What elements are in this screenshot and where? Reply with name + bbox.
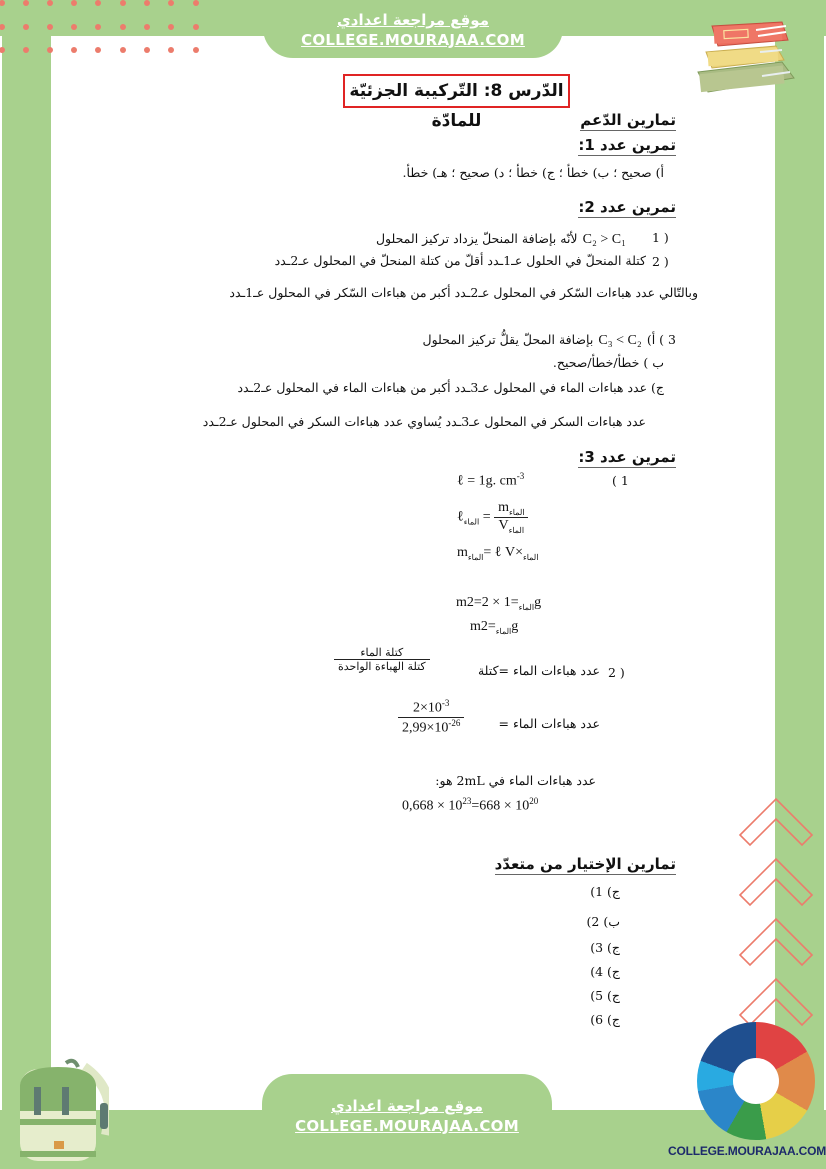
footer-site-name[interactable]: موقع مراجعة اعدادي (331, 1097, 483, 1115)
ex2-item1-number: 1 ) (652, 230, 669, 245)
mcq-heading: تمارين الإختيار من متعدّد (494, 855, 676, 873)
footer-banner (262, 1074, 552, 1169)
section-support-heading: تمارين الدّعم (580, 111, 676, 129)
logo-center (733, 1058, 779, 1104)
header-site-url[interactable]: COLLEGE.MOURAJAA.COM (301, 31, 525, 49)
mcq-answer: ب) 2) (586, 914, 620, 929)
ex2-item2-continuation: وبالتّالي عدد هباءات السّكر في المحلول عـ2ـدد أكبر من هباءات السّكر في المحلول عـ1ـدد (229, 285, 698, 300)
mcq-answer: ج) 1) (590, 884, 620, 899)
header-site-name[interactable]: موقع مراجعة اعدادي (337, 11, 489, 29)
logo-text[interactable]: COLLEGE.MOURAJAA.COM (668, 1144, 826, 1158)
mcq-answer: ج) 5) (590, 988, 620, 1003)
left-green-strip (2, 0, 51, 1169)
exercise2-heading: تمرين عدد 2: (578, 198, 676, 216)
header-banner (263, 0, 563, 58)
ex3-calc-fraction: $\frac{2\times 10^{-3}}{2,99\times 10^{-26}}$ (398, 698, 464, 736)
ex3-part2-number: 2 ) (608, 665, 625, 680)
ex3-density: ℓ = 1g. $cm^{-3}$ (457, 471, 525, 489)
ex2-item3c: ج) عدد هباءات الماء في المحلول عـ3ـدد أكبر من هباءات الماء في المحلول عـ2ـدد (237, 380, 664, 395)
ex3-mass-result: m $_{الماء}$=2g (470, 619, 519, 636)
ex3-result-value: $0,668 \times 10^{23}=668 \times 10^{20}$ (402, 796, 539, 814)
exercise1-answer: أ) صحيح ؛ ب) خطأ ؛ ج) خطأ ؛ د) صحيح ؛ هـ) خطأ. (402, 165, 664, 180)
ex2-item1: C₂ > C₁ لأنّه بإضافة المنحلّ يزداد تركيز المحلول (375, 231, 626, 247)
ex2-item3a: 3 ) أ) C₃ < C₂ بإضافة المحلّ يقلُّ تركيز المحلول (422, 332, 676, 348)
mcq-answers-list (560, 884, 620, 1036)
ex3-calc-label: عدد هباءات الماء = (498, 716, 600, 731)
mcq-answer: ج) 6) (590, 1012, 620, 1027)
footer-site-url[interactable]: COLLEGE.MOURAJAA.COM (295, 1117, 519, 1135)
chevron-up-icon (736, 855, 816, 915)
ex2-item2-number: 2 ) (652, 254, 669, 269)
exercise3-heading: تمرين عدد 3: (578, 448, 676, 466)
ex2-item2-text: كتلة المنحلّ في الحلول عـ1ـدد أقلّ من كتلة المنحلّ في المحلول عـ2ـدد (274, 253, 646, 268)
ex3-result-label: عدد هباءات الماء في 2mL هو: (435, 773, 596, 788)
ex2-item3c-continuation: عدد هباءات السكر في المحلول عـ3ـدد يُساوي عدد هباءات السكر في المحلول عـ2ـدد (202, 414, 646, 429)
ex3-mass-calc: m $_{الماء}$=1 × 2=2g (456, 595, 542, 612)
lesson-title: الدّرس 8: التّركيبة الجزئيّة للمادّة (343, 74, 570, 108)
chevron-up-icon (736, 915, 816, 975)
ex3-part1-number: ( 1 (612, 473, 629, 488)
exercise1-heading: تمرين عدد 1: (578, 136, 676, 154)
ex3-mass-formula: $m_{الماء}=$ ℓ $V\times_{الماء}$ (457, 545, 539, 562)
ex2-item3b: ب ) خطأ/خطأ/صحيح. (552, 355, 664, 370)
backpack-illustration-icon (14, 1055, 109, 1165)
ex3-part2-label: عدد هباءات الماء =كتلة (477, 663, 600, 678)
ex3-part2-fraction: $\frac{\text{كتلة الماء}}{\text{كتلة الهباءة الواحدة}}$ (334, 646, 430, 673)
ex3-density-formula: ℓ$_{الماء}$ = $\frac{m_{الماء}}{V_{الماء}}$ (457, 500, 528, 535)
mcq-answer: ج) 3) (590, 940, 620, 955)
books-illustration-icon (690, 10, 800, 95)
mcq-answer: ج) 4) (590, 964, 620, 979)
chevron-up-icon (736, 795, 816, 855)
